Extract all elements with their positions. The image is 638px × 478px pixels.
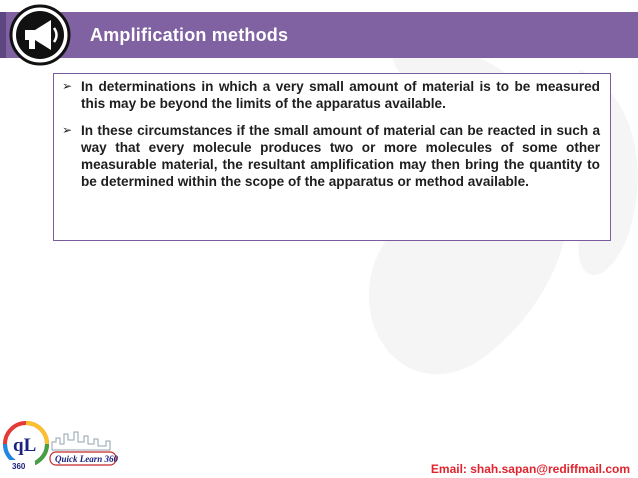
bullet-list: [54, 74, 610, 190]
bullet-text: In determinations in which a very small amount of material is to be measured this may be beyond the limits of the apparatus available.: [81, 79, 600, 111]
list-item: [62, 78, 600, 112]
page-title: Amplification methods: [90, 25, 289, 45]
logo-initials: qL: [13, 435, 37, 456]
list-item: [62, 122, 600, 190]
bullet-text: In these circumstances if the small amount of material can be reacted in such a way that every molecule produces two or more molecules of some other measurable material, the resultant amplification may then bring the quantity to be determined within the scope of the apparatus or method available.: [81, 123, 600, 189]
arrow-bullet-icon: ➢: [62, 79, 73, 93]
logo-number: 360: [12, 462, 26, 471]
arrow-bullet-icon: ➢: [62, 123, 73, 137]
footer-email: Email: shah.sapan@rediffmail.com: [430, 462, 630, 476]
logo-brand: Quick Learn 360: [55, 454, 118, 464]
title-accent: [0, 12, 6, 58]
megaphone-icon: [8, 3, 72, 67]
quick-learn-logo: [2, 420, 122, 474]
content-box: [53, 73, 611, 241]
